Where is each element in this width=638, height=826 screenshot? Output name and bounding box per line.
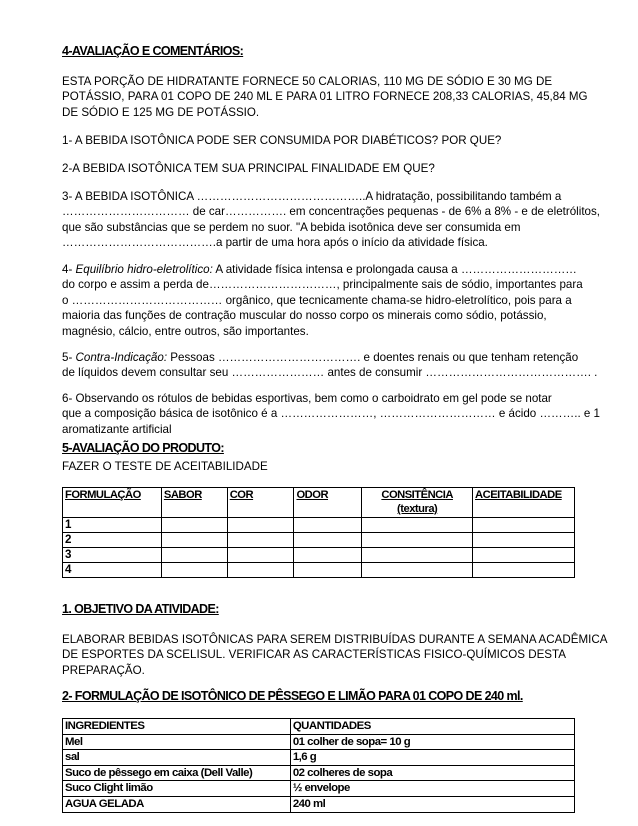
q4-label: 4-: [62, 263, 76, 276]
quantity-cell: 02 colheres de sopa: [290, 765, 574, 781]
text-line: ESTA PORÇÃO DE HIDRATANTE FORNECE 50 CALORIAS, 110 MG DE SÓDIO E 30 MG DE: [62, 75, 553, 88]
table-cell: [227, 563, 294, 578]
table-cell: [161, 518, 227, 533]
table-row: [63, 796, 575, 812]
header-textura-label: (textura): [397, 503, 438, 515]
text-line: 2-A BEBIDA ISOTÔNICA TEM SUA PRINCIPAL FINALIDADE EM QUE?: [62, 162, 435, 175]
table-row: [63, 518, 575, 533]
table-cell: [473, 518, 575, 533]
header-ingredientes: INGREDIENTES: [63, 719, 291, 735]
table-row: [63, 533, 575, 548]
text-line: FAZER O TESTE DE ACEITABILIDADE: [62, 460, 268, 473]
acceptability-table: [62, 487, 575, 578]
row-number: 1: [63, 518, 162, 533]
text-line: DE ESPORTES DA SCELISUL. VERIFICAR AS CARACTERÍSTICAS FISICO-QUÍMICOS DESTA: [62, 648, 566, 662]
table-cell: [473, 533, 575, 548]
header-quantidades: QUANTIDADES: [290, 719, 574, 735]
text-line: [62, 262, 578, 277]
text-line: POTÁSSIO, PARA 01 COPO DE 240 ML E PARA 01 LITRO FORNECE 208,33 CALORIAS, 45,84 MG: [62, 90, 588, 104]
table-row: [63, 750, 575, 766]
header-aceitabilidade: ACEITABILIDADE: [473, 488, 575, 518]
table-cell: [161, 563, 227, 578]
question-6: [62, 391, 601, 437]
quantity-cell: 1,6 g: [290, 750, 574, 766]
text-line: [62, 350, 578, 365]
objective-paragraph: [62, 632, 608, 678]
ingredient-cell: AGUA GELADA: [63, 796, 291, 812]
text-line: DE SÓDIO E 125 MG DE POTÁSSIO.: [62, 105, 260, 119]
text-line: ELABORAR BEBIDAS ISOTÔNICAS PARA SEREM DISTRIBUÍDAS DURANTE A SEMANA ACADÊMICA: [62, 633, 608, 646]
table-header-row: [63, 719, 575, 735]
section-5-heading: 5-AVALIAÇÃO DO PRODUTO:: [62, 441, 224, 455]
question-3: [62, 189, 601, 251]
ingredient-cell: sal: [63, 750, 291, 766]
q5-first-line: Pessoas ………………………………. e doentes renais ou que tenham retenção: [167, 351, 579, 364]
text-line: …………………………… de car……………. em concentrações pequenas - de 6% a 8% - e de eletrólitos,: [62, 205, 601, 219]
table-cell: [294, 533, 362, 548]
q5-label: 5-: [62, 351, 76, 364]
ingredient-cell: Mel: [63, 734, 291, 750]
q4-italic-term: Equilíbrio hidro-eletrolítico:: [75, 263, 213, 276]
table-cell: [473, 548, 575, 563]
row-number: 4: [63, 563, 162, 578]
portion-info-paragraph: [62, 74, 588, 120]
section-4-heading: 4-AVALIAÇÃO E COMENTÁRIOS:: [62, 44, 244, 58]
header-sabor: SABOR: [161, 488, 227, 518]
text-line: 1- A BEBIDA ISOTÔNICA PODE SER CONSUMIDA POR DIABÉTICOS? POR QUE?: [62, 134, 502, 147]
header-formulacao: FORMULAÇÃO: [63, 488, 162, 518]
table-row: [63, 765, 575, 781]
text-line: ………………………………….a partir de uma hora após o início da atividade física.: [62, 236, 488, 250]
text-line: o ………………………………… orgânico, que tecnicamente chama-se hidro-eletrolítico, pois para a: [62, 293, 572, 307]
q5-italic-term: Contra-Indicação:: [75, 351, 168, 364]
table-row: [63, 548, 575, 563]
text-line: PREPARAÇÃO.: [62, 663, 145, 677]
table-cell: [294, 563, 362, 578]
table-row: [63, 734, 575, 750]
text-line: aromatizante artificial: [62, 422, 172, 436]
table-cell: [473, 563, 575, 578]
ingredient-cell: Suco de pêssego em caixa (Dell Valle): [63, 765, 291, 781]
header-cor: COR: [227, 488, 294, 518]
table-row: [63, 781, 575, 797]
table-cell: [294, 548, 362, 563]
text-line: que são substâncias que se perdem no suor. "A bebida isotônica deve ser consumida em: [62, 220, 521, 234]
quantity-cell: 01 colher de sopa= 10 g: [290, 734, 574, 750]
section-5-subtitle: [62, 459, 578, 474]
text-line: 6- Observando os rótulos de bebidas esportivas, bem como o carboidrato em gel pode se notar: [62, 392, 552, 405]
ingredient-cell: Suco Clight limão: [63, 781, 291, 797]
table-cell: [161, 548, 227, 563]
text-line: magnésio, cálcio, entre outros, são importantes.: [62, 324, 309, 338]
question-2: [62, 161, 578, 176]
row-number: 2: [63, 533, 162, 548]
table-cell: [294, 518, 362, 533]
text-line: do corpo e assim a perda de……………………………, principalmente sais de sódio, importantes para: [62, 278, 583, 292]
section-1-heading: 1. OBJETIVO DA ATIVIDADE:: [62, 602, 219, 616]
text-line: de líquidos devem consultar seu …………………… antes de consumir ……………………………………. .: [62, 366, 598, 380]
section-2-heading: 2- FORMULAÇÃO DE ISOTÔNICO DE PÊSSEGO E LIMÃO PARA 01 COPO DE 240 ml.: [62, 689, 523, 703]
question-4: [62, 262, 583, 339]
header-consistencia-label: CONSITÊNCIA: [381, 489, 453, 501]
table-row: [63, 563, 575, 578]
quantity-cell: 240 ml: [290, 796, 574, 812]
header-odor: ODOR: [294, 488, 362, 518]
row-number: 3: [63, 548, 162, 563]
text-line: 3- A BEBIDA ISOTÔNICA ……………………………………..A hidratação, possibilitando também a: [62, 190, 562, 203]
table-cell: [362, 563, 473, 578]
table-cell: [227, 548, 294, 563]
quantity-cell: ½ envelope: [290, 781, 574, 797]
table-cell: [362, 533, 473, 548]
question-5: [62, 350, 598, 381]
table-cell: [362, 548, 473, 563]
header-consistencia: [362, 488, 473, 518]
table-cell: [227, 518, 294, 533]
table-cell: [362, 518, 473, 533]
text-line: que a composição básica de isotônico é a ……………………, ………………………… e ácido ……….. e 1: [62, 407, 601, 421]
q4-first-line: A atividade física intensa e prolongada causa a …………………………: [212, 263, 577, 276]
ingredients-table: [62, 718, 575, 813]
question-1: [62, 133, 578, 148]
text-line: maioria das funções de contração muscular do nosso corpo os minerais como sódio, potássio,: [62, 309, 547, 323]
table-header-row: [63, 488, 575, 518]
table-cell: [161, 533, 227, 548]
table-cell: [227, 533, 294, 548]
